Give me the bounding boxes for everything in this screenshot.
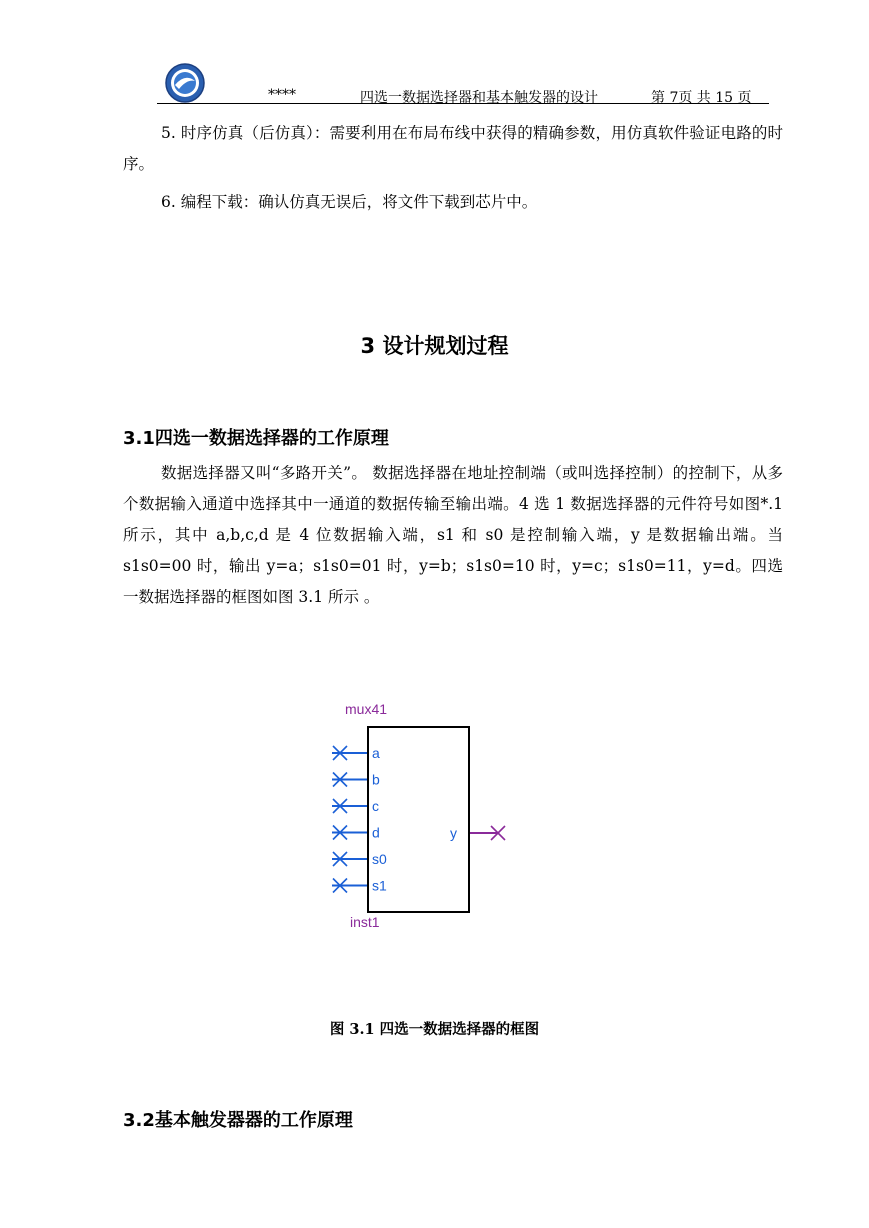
pin-label-s0: s0 bbox=[372, 851, 387, 867]
figure-caption: 图 3.1 四选一数据选择器的框图 bbox=[329, 1021, 540, 1038]
school-emblem-icon bbox=[165, 63, 205, 103]
header-stars: **** bbox=[268, 87, 296, 103]
pin-label-b: b bbox=[372, 771, 380, 788]
pin-label-a: a bbox=[372, 745, 380, 761]
input-pin-d bbox=[332, 825, 380, 841]
input-pin-c bbox=[332, 798, 379, 814]
section-3-1-body: 数据选择器又叫“多路开关”。 数据选择器在地址控制端（或叫选择控制）的控制下，从多个数据输入通道中选择其中一通道的数据传输至输出端。4 选 1 数据选择器的元件符号如图*.1 所示，其中 a,b,c,d 是 4 位数据输入端，s1 和 s0 是控制输入端，y 是数据输出端。当 s1s0=00 时，输出 y=a；s1s0=01 时，y=b；s1s0=10 时，y=c；s1s0=11，y=d。四选一数据选择器的框图如图 3.1 所示 。 bbox=[123, 464, 783, 606]
pin-label-d: d bbox=[372, 824, 380, 841]
mux41-block-diagram bbox=[320, 695, 520, 935]
section-3-2-title: 3.2基本触发器器的工作原理 bbox=[123, 1110, 353, 1131]
output-pin-y bbox=[470, 826, 505, 840]
header-divider bbox=[157, 103, 769, 104]
step-6-paragraph: 6. 编程下载：确认仿真无误后，将文件下载到芯片中。 bbox=[161, 193, 538, 211]
pin-label-s1: s1 bbox=[372, 877, 387, 894]
step-5-paragraph: 5. 时序仿真（后仿真）：需要利用在布局布线中获得的精确参数，用仿真软件验证电路的时序。 bbox=[123, 124, 783, 173]
header-title: 四选一数据选择器和基本触发器的设计 bbox=[360, 90, 598, 106]
input-pin-a bbox=[332, 745, 380, 761]
pin-label-c: c bbox=[372, 798, 379, 814]
input-pin-s0 bbox=[332, 851, 387, 867]
pin-label-y: y bbox=[450, 825, 457, 841]
instance-name-label: inst1 bbox=[350, 914, 380, 930]
chapter-title: 3 设计规划过程 bbox=[360, 334, 509, 358]
header-page-info: 第 7页 共 15 页 bbox=[651, 90, 752, 106]
input-pin-b bbox=[332, 772, 380, 788]
section-3-1-title: 3.1四选一数据选择器的工作原理 bbox=[123, 428, 389, 449]
input-pin-s1 bbox=[332, 878, 387, 894]
component-name-label: mux41 bbox=[345, 701, 388, 717]
